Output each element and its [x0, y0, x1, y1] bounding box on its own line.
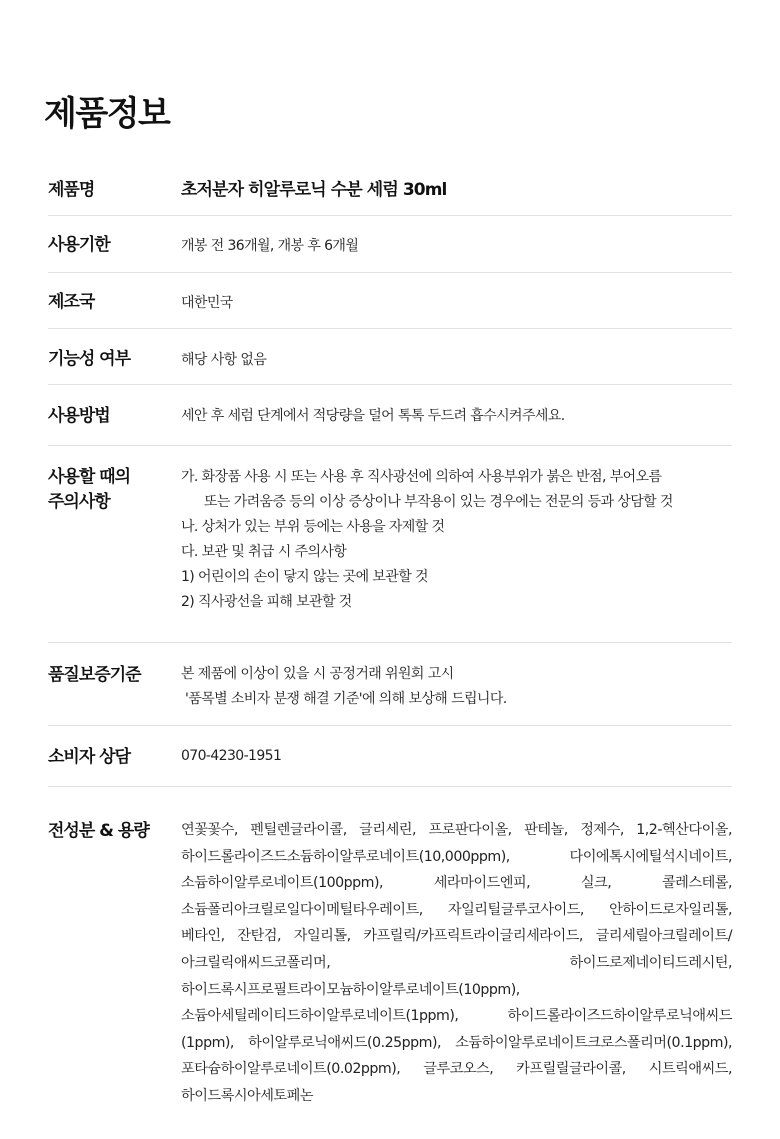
- row-value-line: 070-4230-1951: [181, 748, 282, 764]
- row-label: 사용방법: [48, 406, 110, 426]
- functional-value: [181, 348, 732, 373]
- row-quality: [48, 643, 732, 726]
- row-label: 전성분 & 용량: [48, 821, 149, 841]
- precaution-line: 1) 어린이의 손이 닿지 않는 곳에 보관할 것: [181, 569, 428, 585]
- row-label-line: 사용할 때의: [48, 467, 131, 487]
- row-precautions: [48, 446, 732, 643]
- page-title: 제품정보: [44, 94, 170, 134]
- row-label: 사용기한: [48, 235, 110, 255]
- row-value-line: 세안 후 세럼 단계에서 적당량을 덜어 톡톡 두드려 흡수시켜주세요.: [181, 408, 565, 424]
- product-name-value: [181, 178, 732, 203]
- consumer-phone: [181, 744, 732, 769]
- row-expiration: [48, 216, 732, 273]
- row-ingredients: [48, 787, 732, 1104]
- row-product-name: [48, 160, 732, 216]
- row-functional: [48, 329, 732, 385]
- precaution-line: 또는 가려움증 등의 이상 증상이나 부작용이 있는 경우에는 전문의 등과 상담할 것: [204, 494, 673, 510]
- usage-value: [181, 404, 732, 429]
- row-label: 제조국: [48, 292, 95, 312]
- row-label: 기능성 여부: [48, 349, 131, 369]
- precaution-line: 다. 보관 및 취급 시 주의사항: [181, 544, 347, 560]
- row-label: 제품명: [48, 180, 95, 200]
- row-country: [48, 273, 732, 329]
- precaution-line: 나. 상처가 있는 부위 등에는 사용을 자제할 것: [181, 519, 445, 535]
- row-usage: [48, 385, 732, 446]
- row-value-line: 대한민국: [181, 295, 233, 311]
- country-value: [181, 291, 732, 316]
- expiration-value: [181, 234, 732, 259]
- row-consumer-contact: [48, 726, 732, 787]
- row-value-line: 초저분자 히알루로닉 수분 세럼 30ml: [181, 180, 447, 200]
- row-value-line: 해당 사항 없음: [181, 352, 267, 368]
- quality-value: [181, 662, 732, 712]
- precautions-value: [181, 465, 732, 615]
- row-value-line: 본 제품에 이상이 있을 시 공정거래 위원회 고시: [181, 666, 454, 682]
- precaution-line: 가. 화장품 사용 시 또는 사용 후 직사광선에 의하여 사용부위가 붉은 반점, 부어오름: [181, 469, 662, 485]
- row-value-line: '품목별 소비자 분쟁 해결 기준'에 의해 보상해 드립니다.: [185, 691, 507, 707]
- ingredients-text: 연꽃꽃수, 펜틸렌글라이콜, 글리세린, 프로판다이올, 판테놀, 정제수, 1,2-헥산다이올, 하이드롤라이즈드소듐하이알루로네이트(10,000ppm), 다이에톡시에틸석시네이트, 소듐하이알루로네이트(100ppm), 세라마이드엔피, 실크, 콜레스테롤, 소듐폴리아크릴로일다이메틸타우레이트, 자일리틸글루코사이드, 안하이드로자일리톨, 베타인, 잔탄검, 자일리톨, 카프릴릭/카프릭트라이글리세라이드, 글리세릴아크릴레이트/아크릴릭애씨드코폴리머, 하이드로제네이티드레시틴, 하이드록시프로필트라이모늄하이알루로네이트(10ppm), 소듐아세틸레이티드하이알루로네이트(1ppm), 하이드롤라이즈드하이알루로닉애씨드(1ppm), 하이알루로닉애씨드(0.25ppm), 소듐하이알루로네이트크로스폴리머(0.1ppm), 포타슘하이알루로네이트(0.02ppm), 글루코오스, 카프릴릴글라이콜, 시트릭애씨드, 하이드록시아세토페논: [181, 822, 732, 1104]
- precaution-line: 2) 직사광선을 피해 보관할 것: [181, 594, 352, 610]
- product-info-table: [48, 160, 732, 1104]
- row-label: [48, 465, 130, 515]
- row-value-line: 개봉 전 36개월, 개봉 후 6개월: [181, 238, 359, 254]
- row-label: 품질보증기준: [48, 665, 141, 685]
- row-label-line: 주의사항: [48, 492, 110, 512]
- row-label: 소비자 상담: [48, 747, 131, 767]
